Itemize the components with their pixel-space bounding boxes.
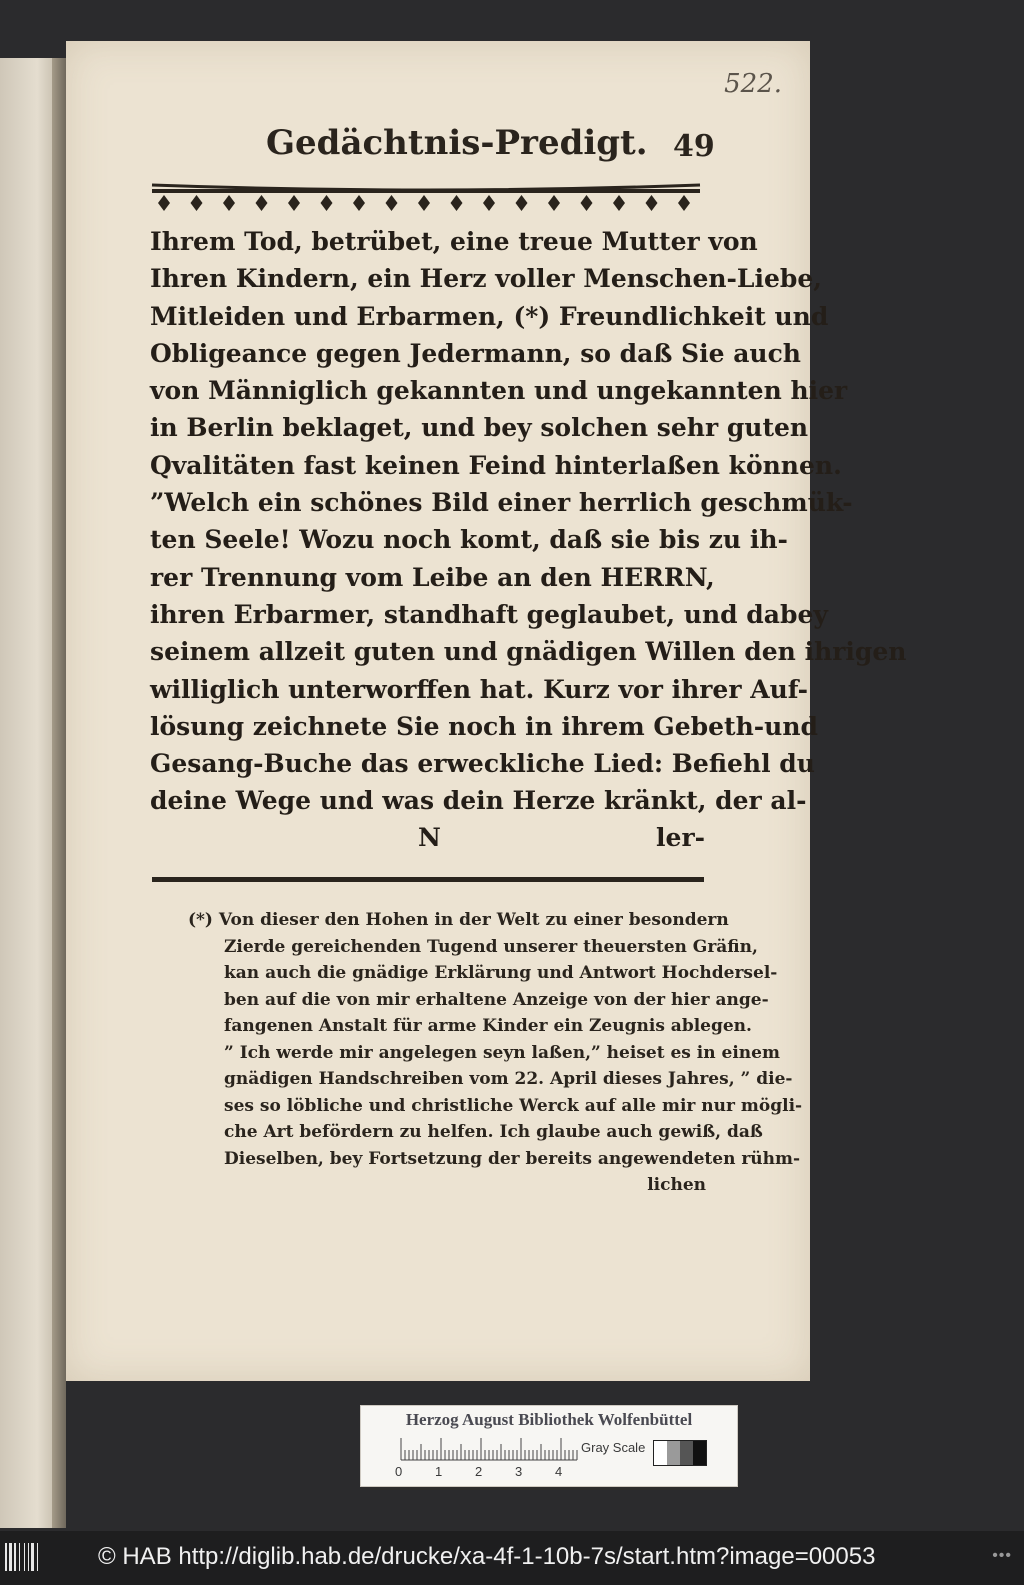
ornament-cell <box>158 195 170 211</box>
ornament-cell <box>451 195 463 211</box>
footnote-line: fangenen Anstalt für arme Kinder ein Zeugnis ablegen. <box>224 1016 752 1036</box>
ruler-number: 3 <box>515 1464 523 1479</box>
body-line: Gesang-Buche das erweckliche Lied: Befiehl du <box>150 749 815 779</box>
status-text[interactable]: © HAB http://diglib.hab.de/drucke/xa-4f-1-10b-7s/start.htm?image=00053 <box>98 1543 876 1570</box>
footnote-line: (*) Von dieser den Hohen in der Welt zu einer besondern <box>188 910 729 930</box>
ruler-number: 0 <box>395 1464 403 1479</box>
catch-line <box>150 823 705 857</box>
gray-scale-swatch <box>653 1440 707 1466</box>
footnote <box>188 907 803 1199</box>
gray-swatch-cell <box>693 1441 706 1465</box>
body-line: in Berlin beklaget, und bey solchen sehr guten <box>150 413 809 443</box>
handwritten-folio: 522. <box>724 69 782 99</box>
ruler-number: 4 <box>555 1464 563 1479</box>
ruler-number: 2 <box>475 1464 483 1479</box>
barcode-bar <box>9 1543 12 1571</box>
signature-mark: N <box>418 823 441 852</box>
ornament-cell <box>516 195 528 211</box>
ruler-number: 1 <box>435 1464 443 1479</box>
ornament-band <box>150 181 702 213</box>
body-line: Obligeance gegen Jedermann, so daß Sie auch <box>150 338 801 368</box>
barcode-bar <box>28 1543 29 1571</box>
ruler-numbers <box>395 1464 585 1482</box>
ornament-cell <box>223 195 235 211</box>
body-line: rer Trennung vom Leibe an den HERRN, <box>150 562 715 592</box>
footnote-line: kan auch die gnädige Erklärung und Antwort Hochdersel- <box>224 963 778 983</box>
barcode-bar <box>24 1543 25 1571</box>
ornament-cell <box>386 195 398 211</box>
ornament-cell <box>288 195 300 211</box>
running-head: Gedächtnis-Predigt. <box>266 123 648 163</box>
ornament-cell <box>321 195 333 211</box>
footnote-line: gnädigen Handschreiben vom 22. April dieses Jahres, ” die- <box>224 1069 793 1089</box>
ornament-cell <box>353 195 365 211</box>
footnote-line: che Art befördern zu helfen. Ich glaube auch gewiß, daß <box>224 1122 763 1142</box>
footnote-line: Dieselben, bey Fortsetzung der bereits angewendeten rühm- <box>224 1148 801 1169</box>
ornament-cell <box>581 195 593 211</box>
body-line: seinem allzeit guten und gnädigen Willen den ihrigen <box>150 637 907 667</box>
color-scale-card <box>360 1405 738 1487</box>
page-number: 49 <box>673 129 715 164</box>
body-text <box>150 223 907 820</box>
gray-swatch-cell <box>667 1441 680 1465</box>
body-line: Ihrem Tod, betrübet, eine treue Mutter von <box>150 227 758 256</box>
ornament-cell <box>613 195 625 211</box>
footnote-rule <box>152 877 704 882</box>
barcode-bar <box>31 1543 34 1571</box>
ornament-cell <box>646 195 658 211</box>
barcode-bar <box>5 1543 7 1571</box>
footnote-line: ses so löbliche und christliche Werck auf alle mir nur mögli- <box>224 1095 803 1116</box>
body-line: deine Wege und was dein Herze kränkt, der al- <box>150 786 807 816</box>
footnote-line: lichen <box>647 1175 706 1195</box>
body-line: ten Seele! Wozu noch komt, daß sie bis zu ih- <box>150 525 788 555</box>
ruler <box>399 1436 579 1464</box>
barcode-bar <box>14 1543 16 1571</box>
body-line: von Männiglich gekannten und ungekannten hier <box>150 376 848 406</box>
catchword: ler- <box>656 823 705 852</box>
barcode-bar <box>37 1543 38 1571</box>
footnote-line: Zierde gereichenden Tugend unserer theuersten Gräfin, <box>224 936 758 957</box>
left-page-edge <box>52 58 66 1528</box>
footnote-line: ” Ich werde mir angelegen seyn laßen,” heiset es in einem <box>224 1042 780 1063</box>
ornament-cell <box>548 195 560 211</box>
body-line: Qvalitäten fast keinen Feind hinterlaßen können. <box>150 450 842 480</box>
gray-swatch-cell <box>654 1441 667 1465</box>
gray-scale-label: Gray Scale <box>581 1440 646 1455</box>
gray-swatch-cell <box>680 1441 693 1465</box>
status-bar <box>0 1531 1024 1585</box>
body-line: williglich unterworffen hat. Kurz vor ihrer Auf- <box>150 674 809 704</box>
body-line: Mitleiden und Erbarmen, (*) Freundlichkeit und <box>150 301 829 331</box>
body-line: Ihren Kindern, ein Herz voller Menschen-Liebe, <box>150 264 822 294</box>
ornament-cell <box>483 195 495 211</box>
more-icon[interactable]: ••• <box>992 1547 1012 1564</box>
ornament-cell <box>191 195 203 211</box>
ornament-cell <box>678 195 690 211</box>
barcode-icon <box>4 1541 44 1573</box>
body-line: lösung zeichnete Sie noch in ihrem Gebeth-und <box>150 711 818 741</box>
book-page <box>66 41 907 1381</box>
barcode-bar <box>19 1543 20 1571</box>
ornament-cell <box>256 195 268 211</box>
footnote-line: ben auf die von mir erhaltene Anzeige von der hier ange- <box>224 989 769 1010</box>
body-line: ihren Erbarmer, standhaft geglaubet, und dabey <box>150 599 828 629</box>
ornament-cell <box>418 195 430 211</box>
scale-card-title: Herzog August Bibliothek Wolfenbüttel <box>405 1410 693 1429</box>
body-line: ”Welch ein schönes Bild einer herrlich geschmük- <box>150 488 853 518</box>
